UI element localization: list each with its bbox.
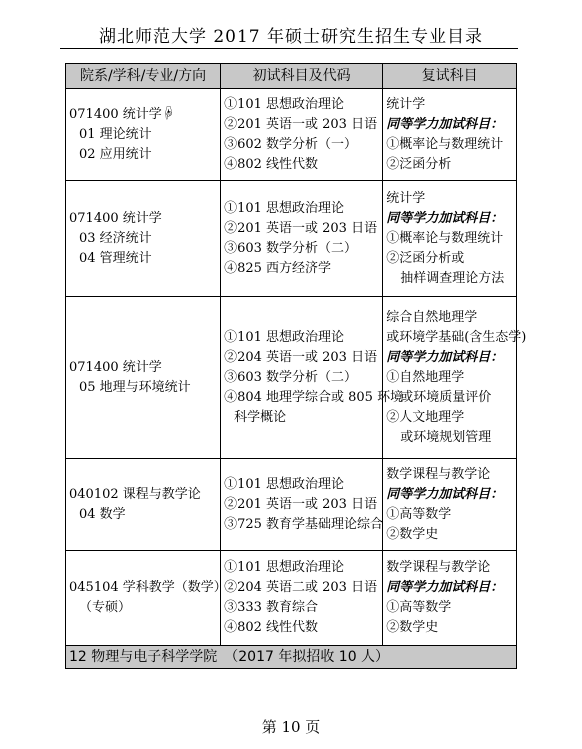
exam-line: ②201 英语一或 203 日语 <box>224 220 378 236</box>
dept-cell <box>66 297 221 459</box>
exam-line: ②201 英语一或 203 日语 <box>224 496 378 512</box>
retest-line: ②数学史 <box>386 620 439 635</box>
retest-line: ①高等数学 <box>386 506 452 522</box>
retest-line: 数学课程与教学论 <box>386 466 491 482</box>
exam-line: ③603 数学分析（二） <box>224 369 358 385</box>
retest-line: ②泛函分析 <box>386 156 452 172</box>
dept-line: 04 管理统计 <box>79 250 152 266</box>
dept-line: （专硕） <box>79 600 132 615</box>
title-divider <box>60 48 518 49</box>
retest-line: ①概率论与数理统计 <box>386 230 504 246</box>
retest-line: ①高等数学 <box>386 600 452 615</box>
retest-cell <box>383 89 517 181</box>
exam-cell <box>221 297 404 459</box>
dept-cell <box>66 181 221 297</box>
dept-cell <box>66 551 227 646</box>
exam-line: ③602 数学分析（一） <box>224 136 358 152</box>
exam-line: ④804 地理学综合或 805 环境 <box>224 389 404 405</box>
dept-line: 071400 统计学 <box>69 210 162 226</box>
exam-line: ③333 教育综合 <box>224 600 319 615</box>
header-dept: 院系/学科/专业/方向 <box>66 64 221 89</box>
retest-line: 数学课程与教学论 <box>386 560 491 575</box>
exam-cell <box>221 459 383 551</box>
exam-line: ②204 英语一或 203 日语 <box>224 349 378 365</box>
dept-line: 071400 统计学 <box>69 106 162 122</box>
retest-line: 同等学力加试科目： <box>386 349 504 365</box>
exam-line: ③603 数学分析（二） <box>224 240 358 256</box>
retest-line: 同等学力加试科目： <box>386 486 504 502</box>
exam-line: ②204 英语二或 203 日语 <box>224 580 378 595</box>
exam-line: ②201 英语一或 203 日语 <box>224 116 378 132</box>
exam-line: ④802 线性代数 <box>224 620 319 635</box>
dept-cell <box>66 89 221 181</box>
exam-line: ③725 教育学基础理论综合 <box>224 516 384 532</box>
retest-line: 综合自然地理学 <box>386 309 478 325</box>
retest-cell <box>383 181 517 297</box>
dept-line: 045104 学科教学（数学） <box>69 580 227 595</box>
dept-line: 040102 课程与教学论 <box>69 486 201 502</box>
retest-line: 统计学 <box>386 190 426 206</box>
document-title: 湖北师范大学 2017 年硕士研究生招生专业目录 <box>98 27 484 47</box>
retest-line: ②泛函分析或 <box>386 250 465 266</box>
exam-line: ①101 思想政治理论 <box>224 476 345 492</box>
retest-line: 或环境规划管理 <box>400 429 492 445</box>
exam-line: ①101 思想政治理论 <box>224 560 345 575</box>
exam-line: ④825 西方经济学 <box>224 260 332 276</box>
retest-cell <box>383 459 517 551</box>
retest-cell <box>383 551 517 646</box>
exam-line: ①101 思想政治理论 <box>224 329 345 345</box>
dept-cell <box>66 459 221 551</box>
retest-line: ②数学史 <box>386 526 439 542</box>
exam-cell <box>221 181 383 297</box>
dept-line: 04 数学 <box>79 506 126 522</box>
retest-line: 同等学力加试科目： <box>386 116 504 132</box>
retest-line: ①概率论与数理统计 <box>386 136 504 152</box>
header-exam: 初试科目及代码 <box>221 64 383 89</box>
exam-line: ①101 思想政治理论 <box>224 96 345 112</box>
dept-line: 03 经济统计 <box>79 230 152 246</box>
retest-line: 统计学 <box>386 96 426 112</box>
pointing-hand-icon: ☟ <box>161 106 175 122</box>
dept-line: 05 地理与环境统计 <box>79 379 191 395</box>
retest-line: 同等学力加试科目： <box>386 580 504 595</box>
retest-line: ②人文地理学 <box>386 409 465 425</box>
college-footer-row <box>66 646 517 669</box>
dept-line: 02 应用统计 <box>79 146 152 162</box>
exam-line: ①101 思想政治理论 <box>224 200 345 216</box>
retest-line: 抽样调查理论方法 <box>400 270 505 286</box>
table-row <box>66 89 517 181</box>
exam-line: ④802 线性代数 <box>224 156 319 172</box>
table-row <box>66 459 517 551</box>
dept-line: 01 理论统计 <box>79 126 152 142</box>
exam-line: 科学概论 <box>234 409 287 425</box>
table-row <box>66 551 517 646</box>
table-header-row <box>66 64 517 89</box>
exam-cell <box>221 89 383 181</box>
exam-cell <box>221 551 383 646</box>
retest-line: ①自然地理学 <box>386 369 465 385</box>
table-row <box>66 297 517 459</box>
table-row <box>66 181 517 297</box>
retest-line: 或环境学基础(含生态学) <box>386 329 527 345</box>
retest-cell <box>383 297 527 459</box>
college-footer-cell: 12 物理与电子科学学院 （2017 年拟招收 10 人） <box>66 646 517 669</box>
dept-line: 071400 统计学 <box>69 359 162 375</box>
retest-line: 或环境质量评价 <box>400 389 492 405</box>
page-number: 第 10 页 <box>261 718 321 736</box>
retest-line: 同等学力加试科目： <box>386 210 504 226</box>
header-retest: 复试科目 <box>383 64 517 89</box>
program-catalog-table <box>65 63 527 669</box>
